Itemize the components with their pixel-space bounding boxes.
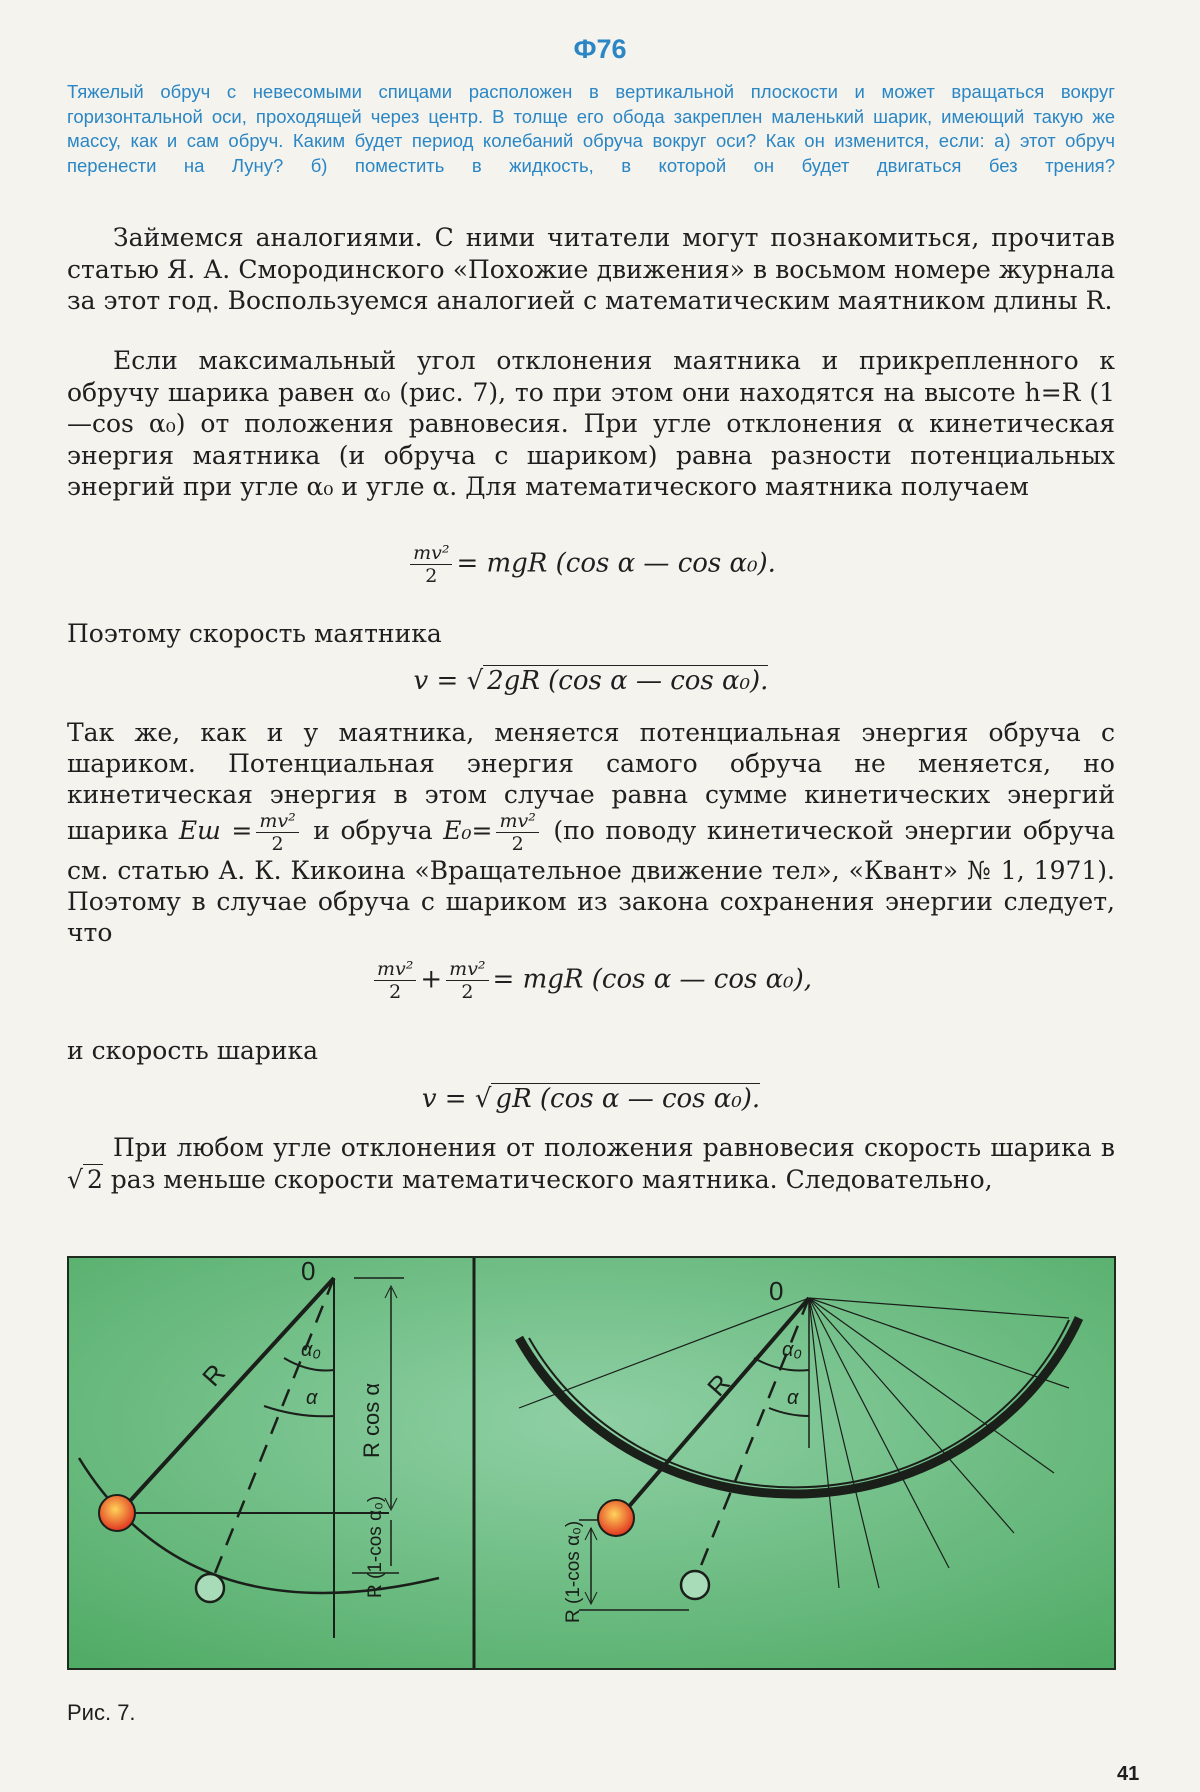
formula-pendulum-speed: v = √ 2gR (cos α — cos α₀). bbox=[413, 666, 769, 696]
label-radius-right: R bbox=[701, 1367, 737, 1403]
label-radius-left: R bbox=[196, 1357, 232, 1393]
paragraph-analogy: Займемся аналогиями. С ними читатели могут познакомиться, прочитав статью Я. А. Смородинского «Похожие движения» в восьмом номере журнала за этот год. Воспользуемся аналогией с математическим маятником длины R. bbox=[67, 223, 1115, 315]
ball-equilibrium-hoop bbox=[681, 1571, 709, 1599]
figure-background bbox=[69, 1258, 1114, 1668]
paragraph-hoop: Так же, как и у маятника, меняется потенциальная энергия обруча с шариком. Потенциальная энергия самого обруча не меняется, но кинетическая энергия в этом случае равна сумме кинетических энергий шарика Eш = $\frac{\text{mv²}}{2}$ и обруча E₀= $\frac{\text{mv²}}{2}$ (по поводу кинетической энергии обруча см. статью А. К. Кикоина «Вращательное движение тел», «Квант» № 1, 1971). Поэтому в случае обруча с шариком из закона сохранения энергии следует, что bbox=[67, 718, 1116, 947]
problem-statement: Тяжелый обруч с невесомыми спицами расположен в вертикальной плоскости и может вращаться вокруг горизонтальной оси, проходящей через центр. В толще его обода закреплен маленький шарик, имеющий такую же массу, как и сам обруч. Каким будет период колебаний обруча вокруг оси? Как он изменится, если: а) этот обруч перенести на Луну? б) поместить в жидкость, в которой он будет двигаться без трения? bbox=[67, 81, 1115, 176]
page-number: 41 bbox=[1117, 1763, 1140, 1785]
paragraph-ball-speed-label: и скорость шарика bbox=[67, 1036, 319, 1065]
ball-deflected-left bbox=[99, 1495, 135, 1531]
label-alpha-left: α bbox=[306, 1387, 318, 1409]
formula-hoop-energy: $\frac{\text{mv²}}{2}$ + $\frac{\text{mv²}}{2}$ = mgR (cos α — cos α₀), bbox=[67, 958, 1115, 1003]
problem-code: Ф76 bbox=[573, 34, 627, 64]
label-alpha-right: α bbox=[787, 1387, 799, 1409]
ball-equilibrium bbox=[196, 1574, 224, 1602]
label-origin-left: 0 bbox=[301, 1258, 316, 1286]
figure-7 bbox=[67, 1256, 1116, 1670]
paragraph-conclusion: При любом угле отклонения от положения равновесия скорость шарика в √ 2 раз меньше скорости математического маятника. Следовательно, bbox=[67, 1133, 1115, 1194]
figure-diagram bbox=[69, 1258, 1114, 1668]
paragraph-energy: Если максимальный угол отклонения маятника и прикрепленного к обручу шарика равен α₀ (рис. 7), то при этом они находятся на высоте h=R (1—cos α₀) от положения равновесия. При угле отклонения α кинетическая энергия маятника (и обруча с шариком) равна разности потенциальных энергий при угле α₀ и угле α. Для математического маятника получаем bbox=[67, 346, 1115, 501]
label-r-delta-right: R (1-cos α₀) bbox=[563, 1520, 584, 1623]
ball-deflected-right bbox=[598, 1500, 634, 1536]
label-r-cos-alpha: R cos α bbox=[359, 1382, 384, 1458]
paragraph-speed-label: Поэтому скорость маятника bbox=[67, 619, 442, 648]
label-alpha0-left: α₀ bbox=[301, 1339, 321, 1361]
formula-pendulum-energy: $\frac{\text{mv²}}{2}$ = mgR (cos α — cos α₀). bbox=[67, 542, 1115, 587]
label-r-delta-left: R (1-cos α₀) bbox=[365, 1495, 386, 1598]
label-origin-right: 0 bbox=[769, 1276, 784, 1306]
label-alpha0-right: α₀ bbox=[782, 1339, 802, 1361]
formula-ball-speed: v = √ gR (cos α — cos α₀). bbox=[421, 1084, 761, 1114]
figure-caption: Рис. 7. bbox=[67, 1700, 136, 1725]
fraction: $\frac{\text{mv²}}{2}$ bbox=[410, 542, 452, 587]
